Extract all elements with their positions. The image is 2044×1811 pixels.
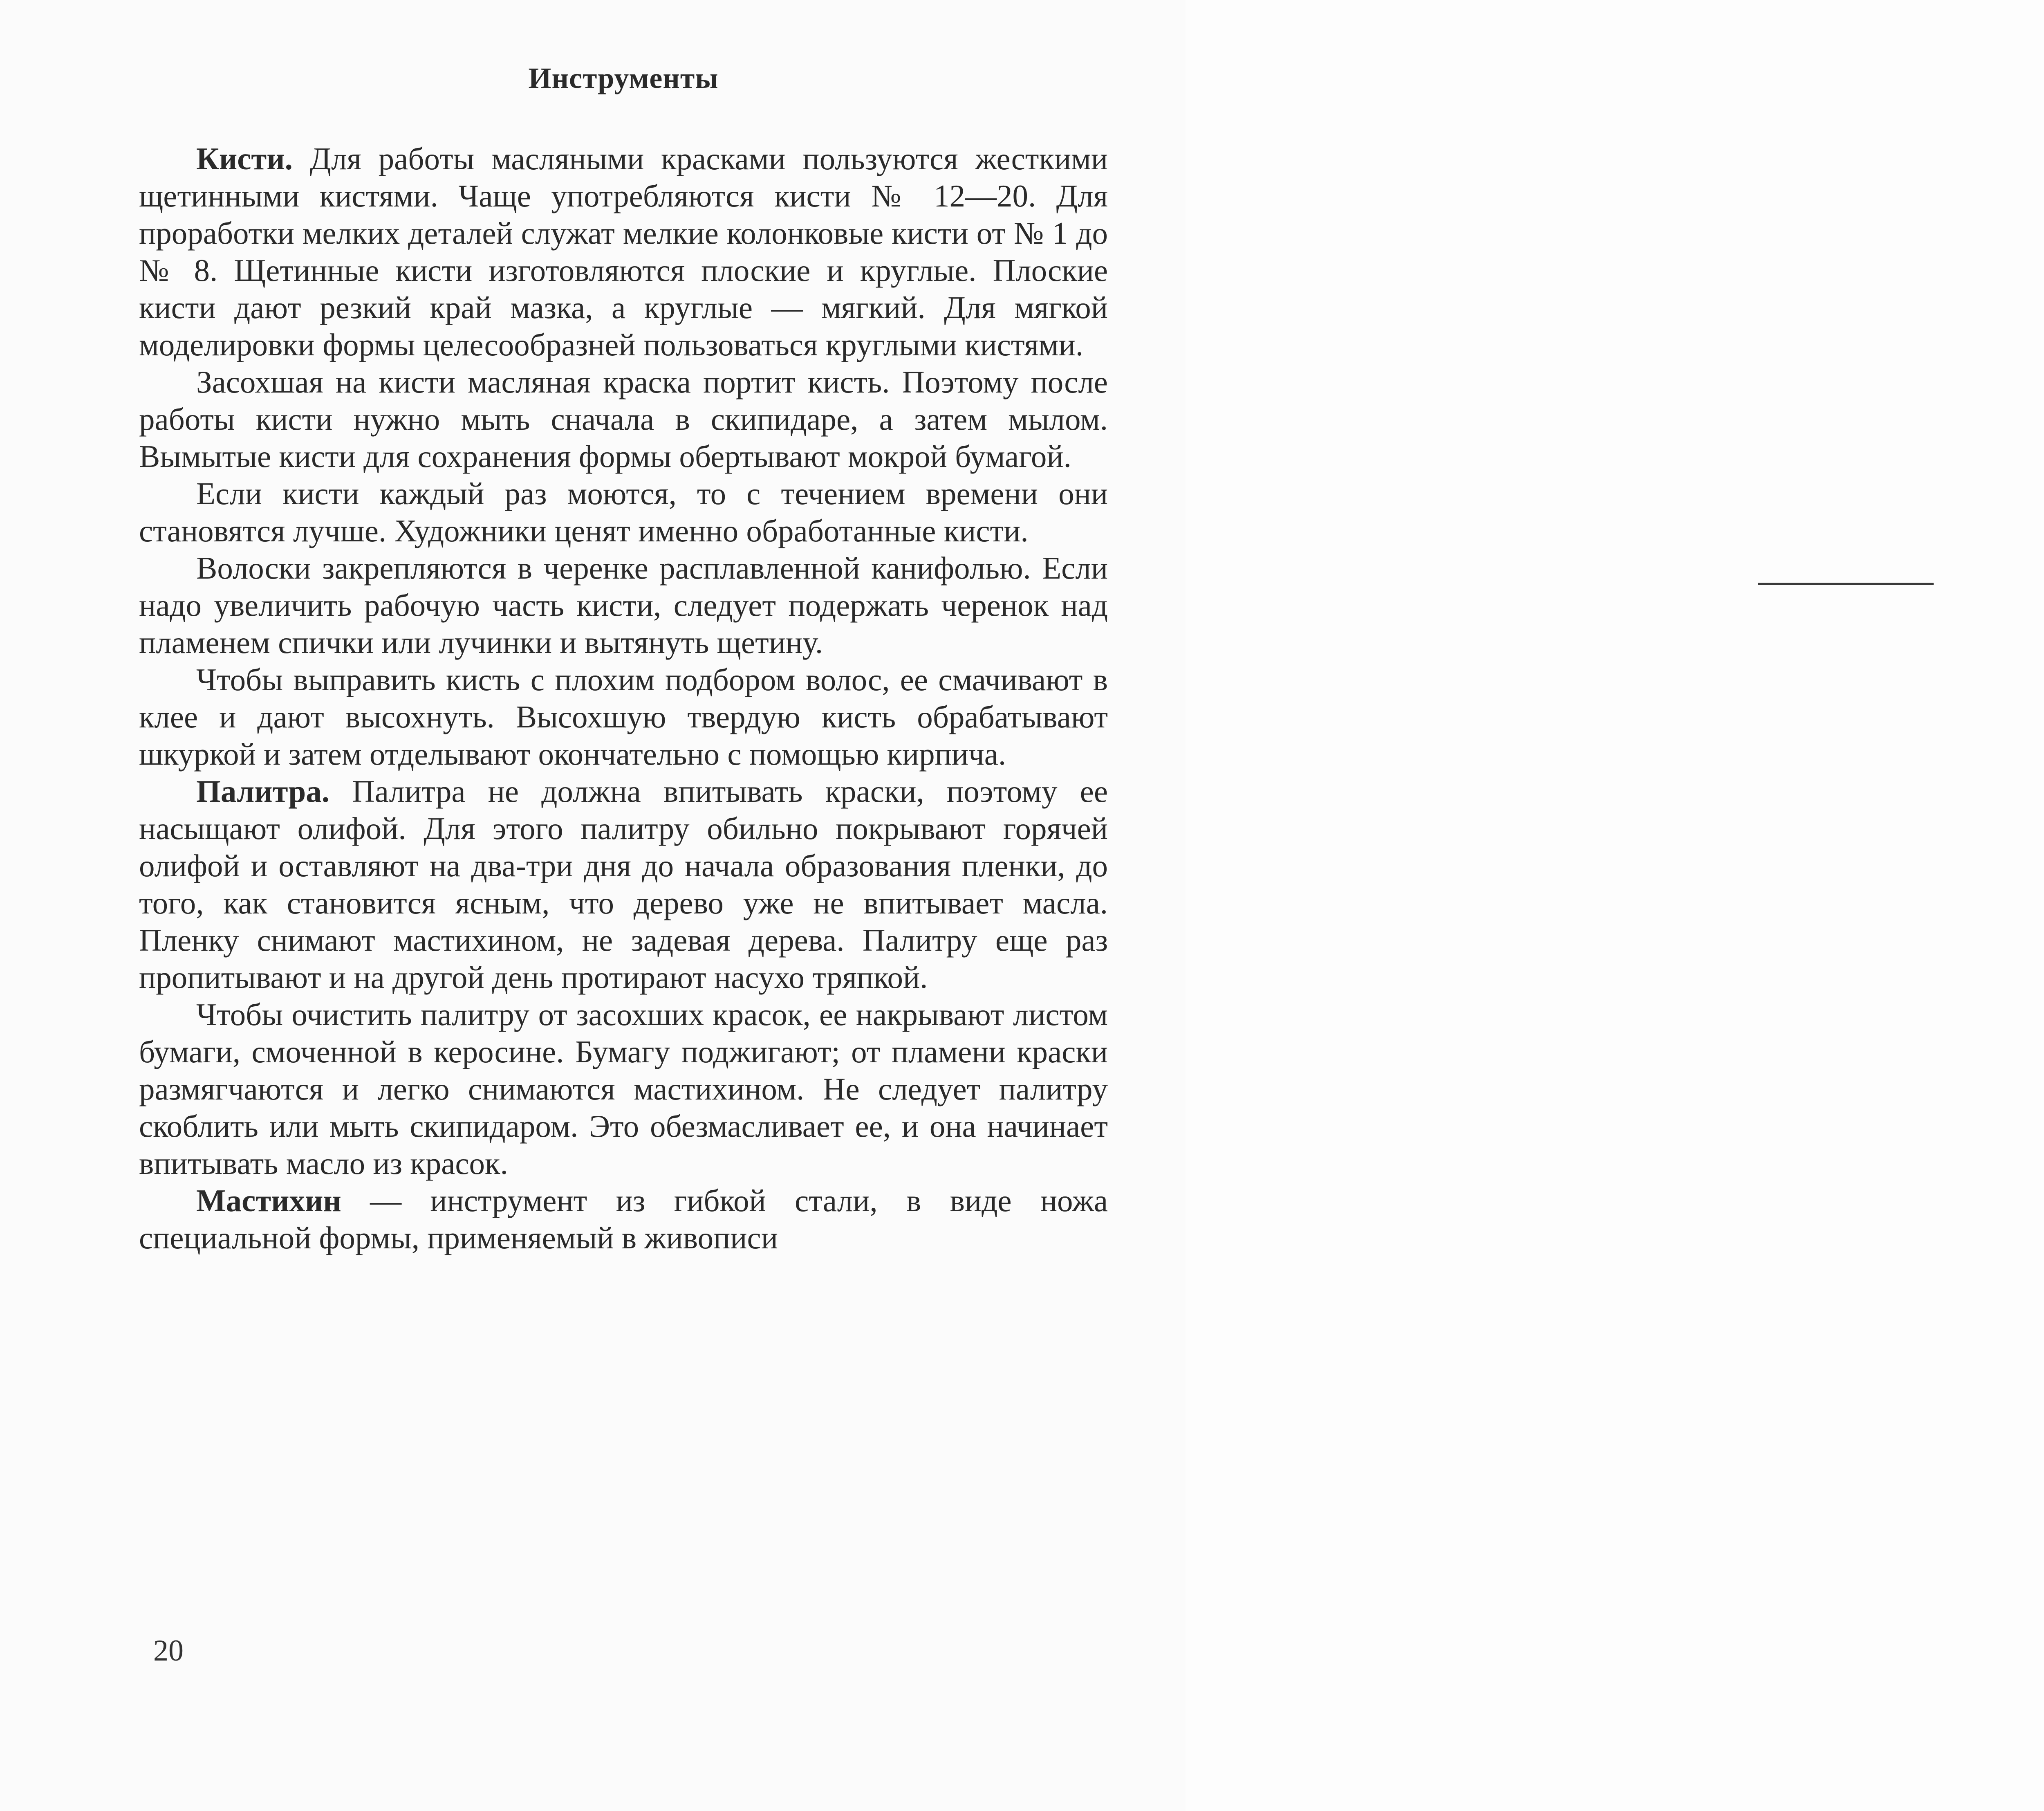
paragraph-text: Чтобы выправить кисть с плохим подбором волос, ее смачивают в клее и дают высохнуть. Высохшую твердую кисть обрабатывают шкуркой и затем отделывают окончательно с помощью кирпича. — [139, 662, 1108, 772]
paragraph-brush-fix — [139, 661, 1108, 773]
paragraph-palette-cleaning — [139, 996, 1108, 1182]
paragraph-heading: Палитра. — [196, 774, 329, 809]
paragraph-brush-care — [139, 364, 1108, 475]
paragraph-text: Волоски закрепляются в черенке расплавленной канифолью. Если надо увеличить рабочую часть кисти, следует подержать черенок над пламенем спички или лучинки и вытянуть щетину. — [139, 550, 1108, 660]
page-number: 20 — [153, 1634, 184, 1667]
paragraph-text: Для работы масляными красками пользуются жесткими щетинными кистями. Чаще употребляются кисти № 12—20. Для проработки мелких деталей служат мелкие колонковые кисти от № 1 до № 8. Щетинные кисти изготовляются плоские и круглые. Плоские кисти дают резкий край мазка, а круглые — мягкий. Для мягкой моделировки формы целесообразней пользоваться круглыми кистями. — [139, 141, 1108, 362]
left-text-column — [139, 61, 1108, 1257]
paragraph-brush-aging — [139, 475, 1108, 550]
section-title: Инструменты — [528, 62, 719, 94]
right-page — [1186, 0, 2044, 1811]
paragraph-brush-hairs — [139, 550, 1108, 661]
paragraph-brushes — [139, 140, 1108, 364]
paragraph-text: Засохшая на кисти масляная краска портит кисть. Поэтому после работы кисти нужно мыть сначала в скипидаре, а затем мылом. Вымытые кисти для сохранения формы обертывают мокрой бумагой. — [139, 364, 1108, 474]
paragraph-text: — инструмент из гибкой стали, в виде ножа специальной формы, применяемый в живописи — [139, 1183, 1108, 1255]
paragraph-heading: Кисти. — [196, 141, 293, 176]
paragraph-text: Если кисти каждый раз моются, то с течением времени они становятся лучше. Художники ценят именно обработанные кисти. — [139, 476, 1108, 548]
paragraph-heading: Мастихин — [196, 1183, 341, 1218]
section-end-rule — [1758, 583, 1934, 585]
paragraph-text: Палитра не должна впитывать краски, поэтому ее насыщают олифой. Для этого палитру обильно покрывают горячей олифой и оставляют на два-три дня до начала образования пленки, до того, как становится ясным, что дерево уже не впитывает масла. Пленку снимают мастихином, не задевая дерева. Палитру еще раз пропитывают и на другой день протирают насухо тряпкой. — [139, 774, 1108, 995]
paragraph-text: Чтобы очистить палитру от засохших красок, ее накрывают листом бумаги, смоченной в керосине. Бумагу поджигают; от пламени краски размягчаются и легко снимаются мастихином. Не следует палитру скоблить или мыть скипидаром. Это обезмасливает ее, и она начинает впитывать масло из красок. — [139, 997, 1108, 1181]
paragraph-palette — [139, 773, 1108, 996]
paragraph-palette-knife — [139, 1182, 1108, 1257]
